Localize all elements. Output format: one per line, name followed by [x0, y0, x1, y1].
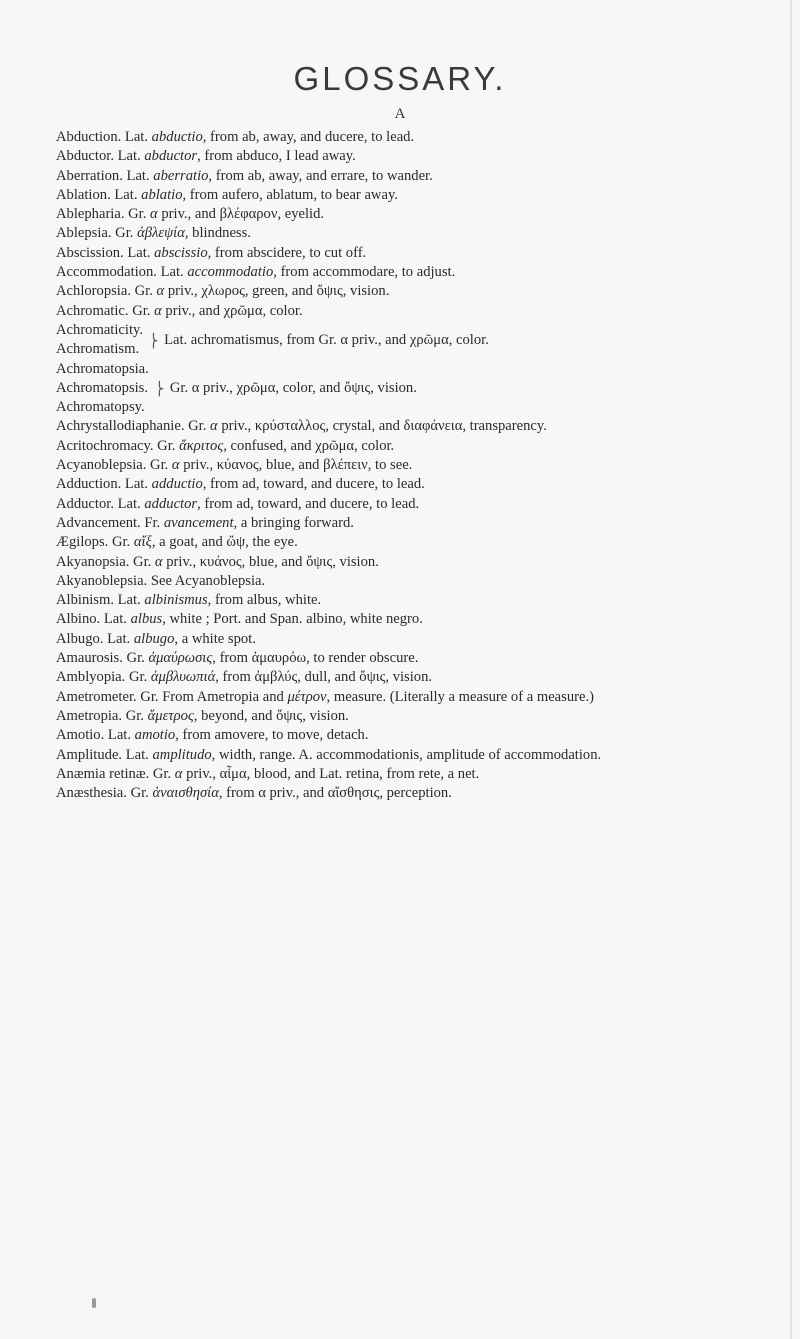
glossary-term: Achromatism. [56, 341, 140, 358]
glossary-source-word: adductor [144, 495, 198, 512]
glossary-definition: Gr. [124, 206, 151, 223]
glossary-entry [56, 514, 746, 533]
glossary-source-word: α [154, 553, 163, 570]
glossary-term: Amplitude. [56, 746, 123, 763]
glossary-entry [56, 533, 746, 552]
glossary-term: Acritochromacy. [56, 437, 154, 454]
glossary-etymology: , from albus, white. [207, 592, 322, 609]
glossary-definition: Gr. From Ametropia and [136, 688, 288, 705]
glossary-definition: Gr. [130, 283, 157, 300]
glossary-definition: Lat. [156, 264, 188, 281]
glossary-etymology: , from ab, away, and ducere, to lead. [202, 129, 415, 145]
glossary-definition: Gr. [146, 457, 172, 474]
group-terms [56, 360, 149, 418]
glossary-source-word: ἀναισθησία [152, 785, 219, 802]
glossary-term: Achromaticity. [56, 321, 143, 338]
glossary-etymology: , from ad, toward, and ducere, to lead. [197, 495, 420, 512]
glossary-source-word: avancement [163, 514, 234, 531]
glossary-entries [56, 128, 746, 803]
brace: ⎬ [154, 380, 165, 396]
glossary-entry [56, 765, 746, 784]
glossary-definition: Lat. [122, 167, 154, 184]
glossary-definition: Lat. [122, 746, 153, 763]
glossary-term: Achromatopsia. [56, 360, 149, 377]
glossary-entry [56, 186, 746, 205]
glossary-etymology: , from aufero, ablatum, to bear away. [182, 186, 398, 203]
glossary-term: Akyanoblepsia. [56, 572, 148, 589]
glossary-term: Amotio. [56, 727, 105, 744]
glossary-entry [56, 610, 746, 629]
glossary-definition: Lat. achromatismus, from Gr. α priv., and χρῶμα, color. [164, 331, 489, 348]
glossary-source-word: α [210, 418, 218, 435]
glossary-entry [56, 205, 746, 224]
glossary-entry [56, 688, 746, 707]
glossary-definition: Fr. [140, 514, 164, 531]
glossary-etymology: , measure. (Literally a measure of a measure.) [326, 688, 594, 705]
glossary-etymology: priv., κρύσταλλος, crystal, and διαφάνεια, transparency. [217, 418, 547, 435]
glossary-entry [56, 263, 746, 282]
glossary-definition: Gr. [111, 225, 138, 242]
glossary-definition: Lat. [110, 186, 142, 203]
glossary-entry [56, 128, 746, 147]
glossary-entry [56, 591, 746, 610]
glossary-term: Abductor. [56, 148, 114, 165]
glossary-definition: Gr. [122, 650, 149, 667]
glossary-source-word: albugo [133, 630, 175, 647]
page-edge [790, 0, 792, 1339]
glossary-etymology: , a goat, and ὤψ, the eye. [151, 534, 298, 551]
glossary-entry [56, 244, 746, 263]
glossary-definition: Gr. [149, 765, 175, 782]
glossary-etymology: , from ad, toward, and ducere, to lead. [202, 476, 425, 493]
glossary-definition: Lat. [121, 129, 152, 145]
glossary-definition: Lat. [113, 592, 145, 609]
glossary-etymology: priv., and χρῶμα, color. [161, 302, 303, 319]
glossary-etymology: , a white spot. [174, 630, 256, 647]
glossary-source-word: amotio [134, 727, 176, 744]
glossary-source-word: albinismus [144, 592, 208, 609]
glossary-term: Adductor. [56, 495, 114, 512]
glossary-etymology: , from ab, away, and errare, to wander. [208, 167, 433, 184]
ink-speck [92, 1298, 96, 1308]
glossary-etymology: , from ἀμαυρόω, to render obscure. [212, 650, 419, 667]
glossary-source-word: α [171, 457, 180, 474]
glossary-term: Ægilops. [56, 534, 109, 551]
glossary-definition: Lat. [123, 244, 155, 261]
glossary-term: Akyanopsia. [56, 553, 130, 570]
glossary-source-word: ἀβλεψία [137, 225, 185, 242]
glossary-source-word: ἀμβλυωπιά [150, 669, 216, 686]
glossary-term: Anæsthesia. [56, 785, 127, 802]
glossary-term: Albino. [56, 611, 101, 628]
glossary-entry [56, 167, 746, 186]
glossary-source-word: ἄμετρος [147, 707, 194, 724]
glossary-etymology: priv., χλωρος, green, and ὄψις, vision. [164, 283, 390, 300]
glossary-entry [56, 224, 746, 243]
glossary-source-word: amplitudo [152, 746, 212, 763]
glossary-term: Ablepharia. [56, 206, 125, 223]
glossary-entry [56, 668, 746, 687]
section-letter: A [394, 106, 406, 122]
glossary-definition: Lat. [100, 611, 131, 628]
glossary-term: Acyanoblepsia. [56, 457, 147, 474]
glossary-entry [56, 746, 746, 765]
glossary-definition: Gr. [184, 418, 211, 435]
glossary-entry [56, 417, 746, 436]
glossary-definition: Gr. [126, 785, 153, 802]
glossary-source-word: abscissio [154, 244, 208, 261]
brace: ⎬ [148, 332, 159, 348]
glossary-term: Abscission. [56, 244, 124, 261]
glossary-source-word: μέτρον [287, 688, 327, 705]
glossary-entry [56, 437, 746, 456]
glossary-entry [56, 707, 746, 726]
glossary-source-word: abductor [144, 148, 198, 165]
glossary-etymology: , from accommodare, to adjust. [273, 264, 456, 281]
glossary-entry [56, 726, 746, 745]
glossary-source-word: ἀμαύρωσις [148, 650, 213, 667]
glossary-etymology: priv., κύανος, blue, and βλέπειν, to see. [179, 457, 413, 474]
page-title: GLOSSARY. [293, 60, 507, 97]
glossary-term: Ablepsia. [56, 225, 112, 242]
glossary-source-word: albus [130, 611, 163, 628]
glossary-term: Achromatopsy. [56, 399, 145, 416]
glossary-etymology: , a bringing forward. [233, 514, 354, 531]
glossary-etymology: , from ἀμβλύς, dull, and ὄψις, vision. [215, 669, 433, 686]
glossary-group-achromatopsia [56, 360, 746, 418]
glossary-term: Ablation. [56, 186, 111, 203]
glossary-source-word: accommodatio [187, 264, 274, 281]
glossary-entry [56, 282, 746, 301]
glossary-definition: See Acyanoblepsia. [147, 572, 266, 589]
glossary-entry [56, 553, 746, 572]
glossary-term: Ametrometer. [56, 688, 137, 705]
glossary-term: Achromatopsis. [56, 379, 149, 396]
glossary-etymology: , beyond, and ὄψις, vision. [193, 707, 349, 724]
glossary-entry [56, 630, 746, 649]
group-terms [56, 321, 143, 360]
glossary-definition: Gr. [129, 553, 155, 570]
glossary-entry [56, 302, 746, 321]
glossary-term: Achrystallodiaphanie. [56, 418, 185, 435]
glossary-etymology: , from abscidere, to cut off. [207, 244, 367, 261]
glossary-group-achromatism [56, 321, 746, 360]
glossary-term: Adduction. [56, 476, 122, 493]
glossary-definition: Lat. [113, 495, 145, 512]
glossary-term: Albugo. [56, 630, 104, 647]
glossary-term: Accommodation. [56, 264, 157, 281]
glossary-source-word: αἴξ [133, 534, 152, 551]
glossary-source-word: α [156, 283, 165, 300]
glossary-term: Albinism. [56, 592, 114, 609]
glossary-source-word: abductio [151, 129, 203, 145]
glossary-etymology: priv., and βλέφαρον, eyelid. [157, 206, 325, 223]
glossary-term: Anæmia retinæ. [56, 765, 150, 782]
glossary-term: Ametropia. [56, 707, 123, 724]
glossary-entry [56, 147, 746, 166]
glossary-source-word: ablatio [141, 186, 183, 203]
glossary-definition: Gr. α priv., χρῶμα, color, and ὄψις, vision. [169, 379, 417, 396]
glossary-source-word: ἄκριτος [179, 437, 224, 454]
glossary-etymology: priv., κυάνος, blue, and ὄψις, vision. [162, 553, 379, 570]
glossary-entry [56, 649, 746, 668]
glossary-term: Amaurosis. [56, 650, 123, 667]
glossary-definition: Gr. [125, 669, 151, 686]
glossary-entry [56, 784, 746, 803]
glossary-source-word: adductio [151, 476, 203, 493]
glossary-term: Amblyopia. [56, 669, 126, 686]
glossary-etymology: , from α priv., and αἴσθησις, perception. [218, 785, 452, 802]
glossary-etymology: , blindness. [184, 225, 251, 242]
glossary-etymology: , from amovere, to move, detach. [175, 727, 369, 744]
glossary-term: Aberration. [56, 167, 123, 184]
glossary-definition: Lat. [104, 727, 135, 744]
glossary-etymology: , white ; Port. and Span. albino, white negro. [162, 611, 423, 628]
glossary-entry [56, 456, 746, 475]
glossary-definition: Lat. [121, 476, 152, 493]
glossary-definition: Lat. [103, 630, 134, 647]
glossary-etymology: priv., αἷμα, blood, and Lat. retina, from rete, a net. [182, 765, 480, 782]
glossary-definition: Lat. [113, 148, 145, 165]
glossary-entry [56, 475, 746, 494]
glossary-etymology: , width, range. A. accommodationis, amplitude of accommodation. [211, 746, 602, 763]
glossary-definition: Gr. [128, 302, 155, 319]
glossary-source-word: α [150, 206, 158, 223]
glossary-entry [56, 572, 746, 591]
glossary-definition: Gr. [153, 437, 180, 454]
glossary-definition: Gr. [122, 707, 148, 724]
glossary-source-word: α [154, 302, 162, 319]
glossary-source-word: aberratio [153, 167, 209, 184]
glossary-term: Achromatic. [56, 302, 129, 319]
glossary-etymology: , confused, and χρῶμα, color. [223, 437, 395, 454]
glossary-source-word: α [174, 765, 183, 782]
glossary-entry [56, 495, 746, 514]
glossary-etymology: , from abduco, I lead away. [197, 148, 356, 165]
glossary-term: Achloropsia. [56, 283, 131, 300]
glossary-definition: Gr. [108, 534, 134, 551]
glossary-term: Advancement. [56, 514, 141, 531]
glossary-term: Abduction. [56, 129, 122, 145]
